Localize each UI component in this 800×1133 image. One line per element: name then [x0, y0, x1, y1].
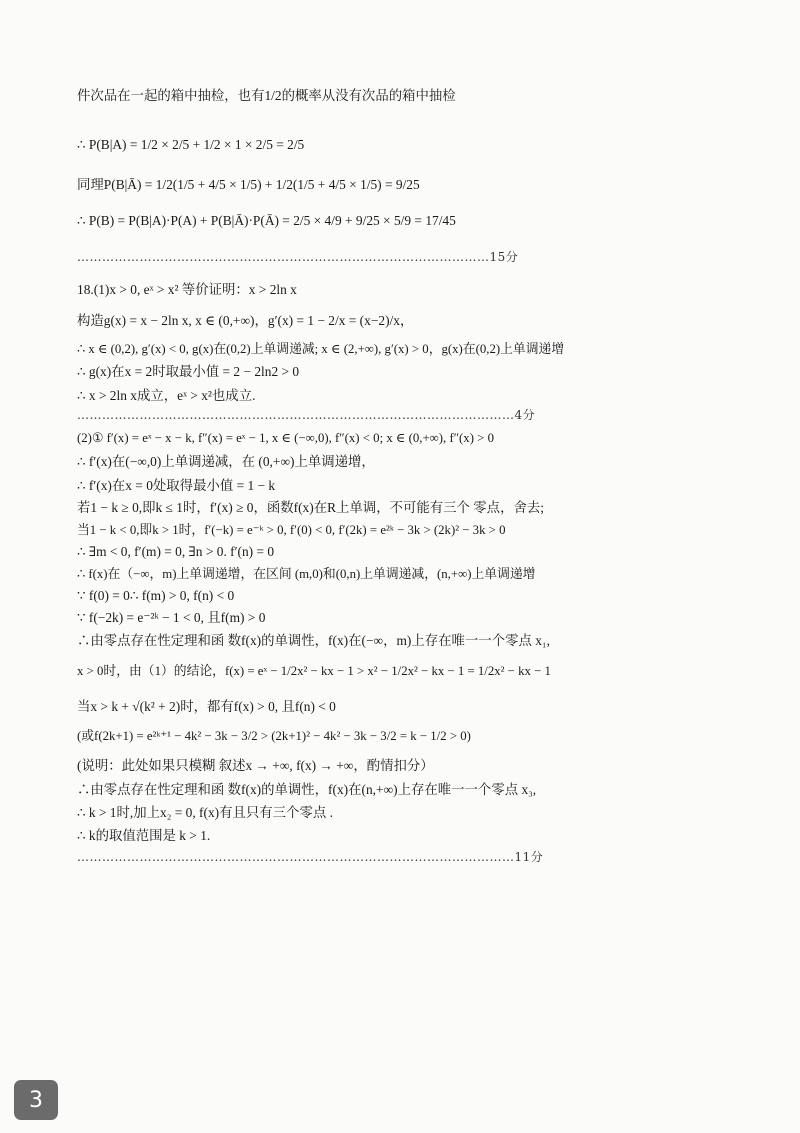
text-line: ∵ f(−2k) = e⁻²ᵏ − 1 < 0, 且f(m) > 0 [77, 610, 266, 625]
text-line: 18.(1)x > 0, eˣ > x² 等价证明：x > 2ln x [77, 282, 297, 297]
text-line: 当1 − k < 0,即k > 1时，f′(−k) = e⁻ᵏ > 0, f′(0) < 0, f′(2k) = e²ᵏ − 3k > (2k)² − 3k > 0 [77, 523, 506, 537]
text-line: ∴由零点存在性定理和函 数f(x)的单调性，f(x)在(−∞，m)上存在唯一一个零点 x₁, [77, 633, 550, 648]
text-line: ∴ x > 2ln x成立，eˣ > x²也成立. [77, 388, 256, 403]
text-line: ∴ k的取值范围是 k > 1. [77, 828, 211, 843]
text-line: ∴ f(x)在（−∞，m)上单调递增，在区间 (m,0)和(0,n)上单调递减，(n,+∞)上单调递增 [77, 567, 536, 581]
score-divider: ……………………………………………………………………………………………11分 [77, 850, 544, 864]
text-line: (或f(2k+1) = e²ᵏ⁺¹ − 4k² − 3k − 3/2 > (2k+1)² − 4k² − 3k − 3/2 = k − 1/2 > 0) [77, 729, 471, 743]
text-line: ∴ f′(x)在(−∞,0)上单调递减，在 (0,+∞)上单调递增， [77, 454, 375, 469]
text-line: ∴由零点存在性定理和函 数f(x)的单调性，f(x)在(n,+∞)上存在唯一一个零点 x₃, [77, 782, 537, 797]
text-line: x > 0时，由（1）的结论，f(x) = eˣ − 1/2x² − kx − 1 > x² − 1/2x² − kx − 1 = 1/2x² − kx − 1 [77, 664, 551, 678]
text-line: 当x > k + √(k² + 2)时，都有f(x) > 0, 且f(n) < 0 [77, 699, 336, 714]
text-line: ∴ P(B|A) = 1/2 × 2/5 + 1/2 × 1 × 2/5 = 2/5 [77, 137, 305, 152]
text-line: 若1 − k ≥ 0,即k ≤ 1时，f′(x) ≥ 0，函数f(x)在R上单调，不可能有三个 零点，舍去; [77, 500, 544, 515]
text-line: 同理P(B|Ā) = 1/2(1/5 + 4/5 × 1/5) + 1/2(1/5 + 4/5 × 1/5) = 9/25 [77, 177, 420, 192]
score-divider: ………………………………………………………………………………………15分 [77, 250, 519, 264]
text-line: ∴ P(B) = P(B|A)·P(A) + P(B|Ā)·P(Ā) = 2/5 × 4/9 + 9/25 × 5/9 = 17/45 [77, 213, 456, 228]
text-line: ∴ ∃m < 0, f′(m) = 0, ∃n > 0. f′(n) = 0 [77, 544, 275, 559]
text-line: ∴ x ∈ (0,2), g′(x) < 0, g(x)在(0,2)上单调递减; x ∈ (2,+∞), g′(x) > 0，g(x)在(0,2)上单调递增 [77, 342, 565, 356]
text-line: (2)① f′(x) = eˣ − x − k, f″(x) = eˣ − 1, x ∈ (−∞,0), f″(x) < 0; x ∈ (0,+∞), f″(x) > 0 [77, 431, 494, 445]
score-divider: ……………………………………………………………………………………………4分 [77, 408, 536, 422]
text-line: 构造g(x) = x − 2ln x, x ∈ (0,+∞)，g′(x) = 1 − 2/x = (x−2)/x， [77, 313, 414, 328]
text-line: ∴ k > 1时,加上x₂ = 0, f(x)有且只有三个零点 . [77, 805, 333, 820]
text-line: 件次品在一起的箱中抽检，也有1/2的概率从没有次品的箱中抽检 [77, 88, 456, 103]
text-line: (说明：此处如果只模糊 叙述x → +∞, f(x) → +∞，酌情扣分） [77, 758, 434, 773]
page-number-badge: 3 [14, 1080, 58, 1120]
text-line: ∵ f(0) = 0∴ f(m) > 0, f(n) < 0 [77, 588, 235, 603]
text-line: ∴ g(x)在x = 2时取最小值 = 2 − 2ln2 > 0 [77, 364, 300, 379]
text-line: ∴ f′(x)在x = 0处取得最小值 = 1 − k [77, 478, 276, 493]
